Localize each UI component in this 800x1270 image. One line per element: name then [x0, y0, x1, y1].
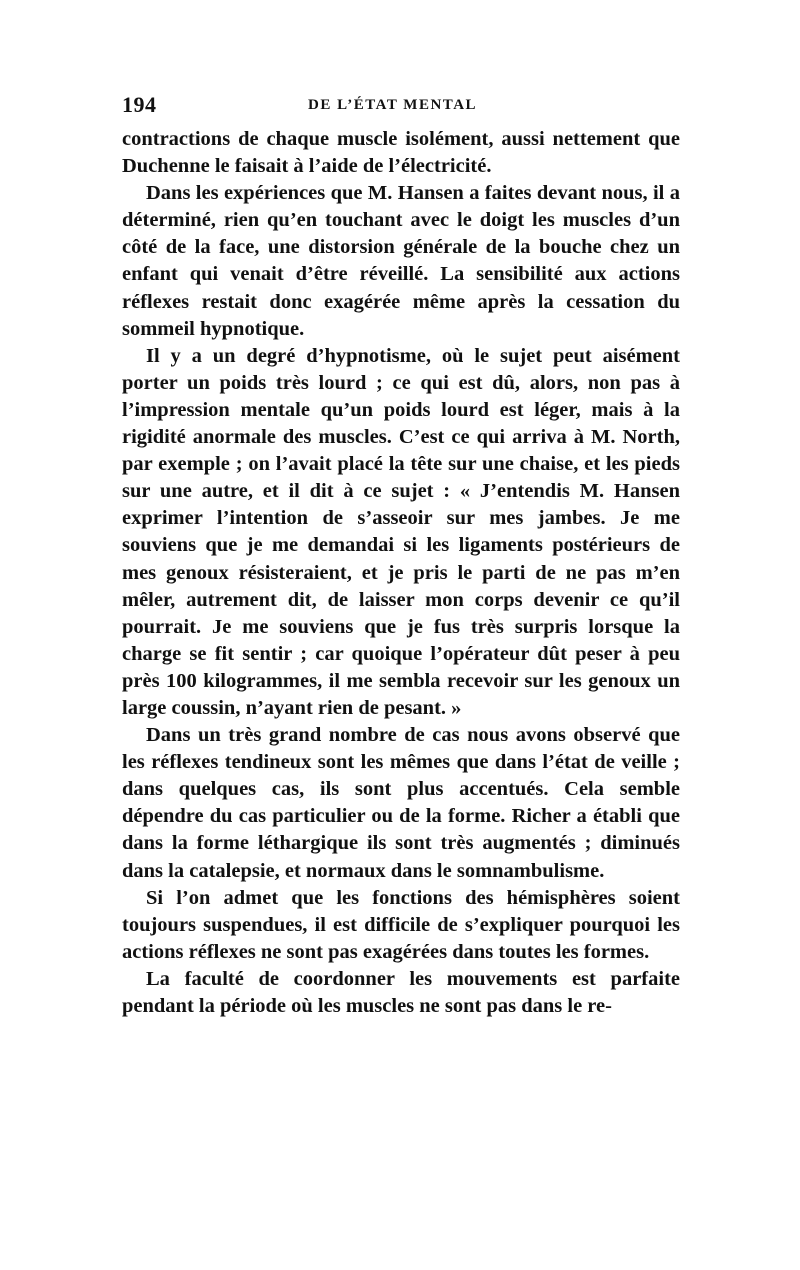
- running-title: DE L’ÉTAT MENTAL: [308, 97, 478, 113]
- paragraph-north-account: Il y a un degré d’hypnotisme, où le sujet peut aisément porter un poids très lourd ; ce qui est dû, alors, non pas à l’impression mentale qu’un poids lourd est léger, mais à la rigidité anormale des muscles. C’est ce qui arriva à M. North, par exemple ; on l’avait placé la tête sur une chaise, et les pieds sur une autre, et il dit à ce sujet : « J’entendis M. Hansen exprimer l’intention de s’asseoir sur mes jambes. Je me souviens que je me demandai si les ligaments postérieurs de mes genoux résisteraient, et je pris le parti de ne pas m’en mêler, autrement dit, de laisser mon corps devenir ce qu’il pourrait. Je me souviens que je fus très surpris lorsque la charge se fit sentir ; car quoique l’opérateur dût peser à peu près 100 kilogrammes, il me sembla recevoir sur les genoux un large coussin, n’ayant rien de pesant. »: [122, 344, 680, 719]
- paragraph-hemispheres: Si l’on admet que les fonctions des hémisphères soient toujours suspendues, il est difficile de s’expliquer pourquoi les actions réflexes ne sont pas exagérées dans toutes les formes.: [122, 886, 680, 963]
- paragraph-continuation: contractions de chaque muscle isolément, aussi nettement que Duchenne le faisait à l’aide de l’électricité.: [122, 128, 680, 178]
- paragraph-tendon-reflexes: Dans un très grand nombre de cas nous avons observé que les réflexes tendineux sont les mêmes que dans l’état de veille ; dans quelques cas, ils sont plus accentués. Cela semble dépendre du cas particulier ou de la forme. Richer a établi que dans la forme léthargique ils sont très augmentés ; diminués dans la catalepsie, et normaux dans le somnambulisme.: [122, 724, 680, 882]
- paragraph-coordination: La faculté de coordonner les mouvements est parfaite pendant la période où les muscles ne sont pas dans le re-: [122, 967, 680, 1017]
- page-number: 194: [122, 92, 157, 117]
- body-text: [122, 126, 680, 1020]
- paragraph-hansen-experiments: Dans les expériences que M. Hansen a faites devant nous, il a déterminé, rien qu’en touchant avec le doigt les muscles d’un côté de la face, une distorsion générale de la bouche chez un enfant qui venait d’être réveillé. La sensibilité aux actions réflexes restait donc exagérée même après la cessation du sommeil hypnotique.: [122, 182, 680, 340]
- running-head: [122, 92, 680, 122]
